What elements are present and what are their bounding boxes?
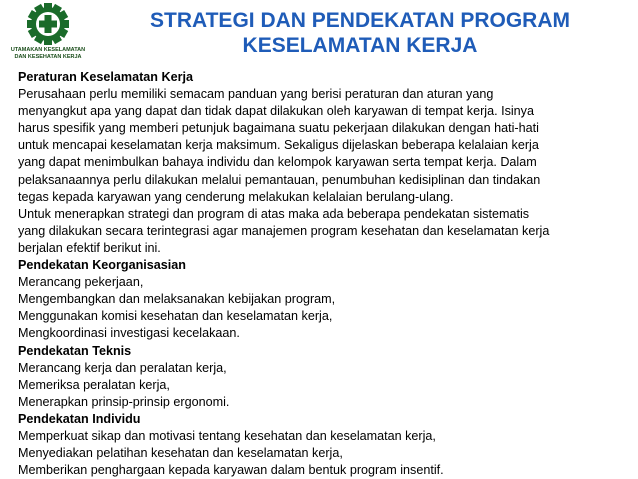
- logo-caption-line2: DAN KESEHATAN KERJA: [14, 53, 82, 60]
- section-heading-peraturan: Peraturan Keselamatan Kerja: [18, 70, 193, 84]
- list-item: Menyediakan pelatihan kesehatan dan keselamatan kerja,: [18, 446, 343, 461]
- paragraph-line: harus spesifik yang memberi petunjuk bagaimana suatu pekerjaan dilakukan dengan hati-hati: [18, 121, 539, 136]
- list-item: Memeriksa peralatan kerja,: [18, 377, 170, 392]
- k3-logo: [8, 2, 88, 64]
- document-body: [18, 69, 633, 479]
- section-heading-keorganisasian: Pendekatan Keorganisasian: [18, 258, 186, 273]
- list-item: Mengembangkan dan melaksanakan kebijakan program,: [18, 292, 336, 307]
- logo-caption-line1: UTAMAKAN KESELAMATAN: [10, 47, 86, 53]
- list-keorganisasian: [18, 274, 633, 342]
- paragraph-line: tegas kepada karyawan yang cenderung melakukan kelalaian berulang-ulang.: [18, 189, 454, 204]
- k3-gear-cross-icon: [23, 2, 73, 48]
- paragraph-line: pelaksanaannya perlu dilakukan melalui pemantauan, penumbuhan kedisiplinan dan tindakan: [18, 172, 541, 187]
- list-individu: [18, 428, 633, 479]
- section-heading-individu: Pendekatan Individu: [18, 411, 141, 426]
- paragraph-line: yang dapat menimbulkan bahaya individu dan kelompok karyawan serta tempat kerja. Dalam: [18, 155, 537, 170]
- paragraph-line: Untuk menerapkan strategi dan program di atas maka ada beberapa pendekatan sistematis: [18, 206, 530, 221]
- paragraph-line: Perusahaan perlu memiliki semacam panduan yang berisi peraturan dan aturan yang: [18, 87, 494, 102]
- list-item: Merancang pekerjaan,: [18, 275, 144, 290]
- list-item: Merancang kerja dan peralatan kerja,: [18, 360, 227, 375]
- list-item: Mengkoordinasi investigasi kecelakaan.: [18, 326, 240, 341]
- list-item: Memperkuat sikap dan motivasi tentang kesehatan dan keselamatan kerja,: [18, 428, 436, 443]
- logo-caption: [8, 47, 88, 60]
- title-line1: STRATEGI DAN PENDEKATAN PROGRAM: [150, 9, 570, 32]
- paragraph-peraturan: [18, 86, 633, 206]
- paragraph-line: menyangkut apa yang dapat dan tidak dapat dilakukan oleh karyawan di tempat kerja. Isinya: [18, 104, 534, 119]
- page-title: [100, 8, 620, 58]
- list-item: Menerapkan prinsip-prinsip ergonomi.: [18, 394, 230, 409]
- list-teknis: [18, 360, 633, 411]
- paragraph-line: yang dilakukan secara terintegrasi agar manajemen program kesehatan dan keselamatan kerja: [18, 223, 550, 238]
- title-line2: KESELAMATAN KERJA: [242, 34, 478, 57]
- list-item: Memberikan penghargaan kepada karyawan dalam bentuk program insentif.: [18, 463, 444, 478]
- section-heading-teknis: Pendekatan Teknis: [18, 343, 132, 358]
- paragraph-line: berjalan efektif berikut ini.: [18, 240, 161, 255]
- paragraph-line: untuk mencapai keselamatan kerja maksimum. Sekaligus dijelaskan beberapa kelalaian kerja: [18, 138, 539, 153]
- list-item: Menggunakan komisi kesehatan dan keselamatan kerja,: [18, 309, 333, 324]
- paragraph-strategi: [18, 206, 633, 257]
